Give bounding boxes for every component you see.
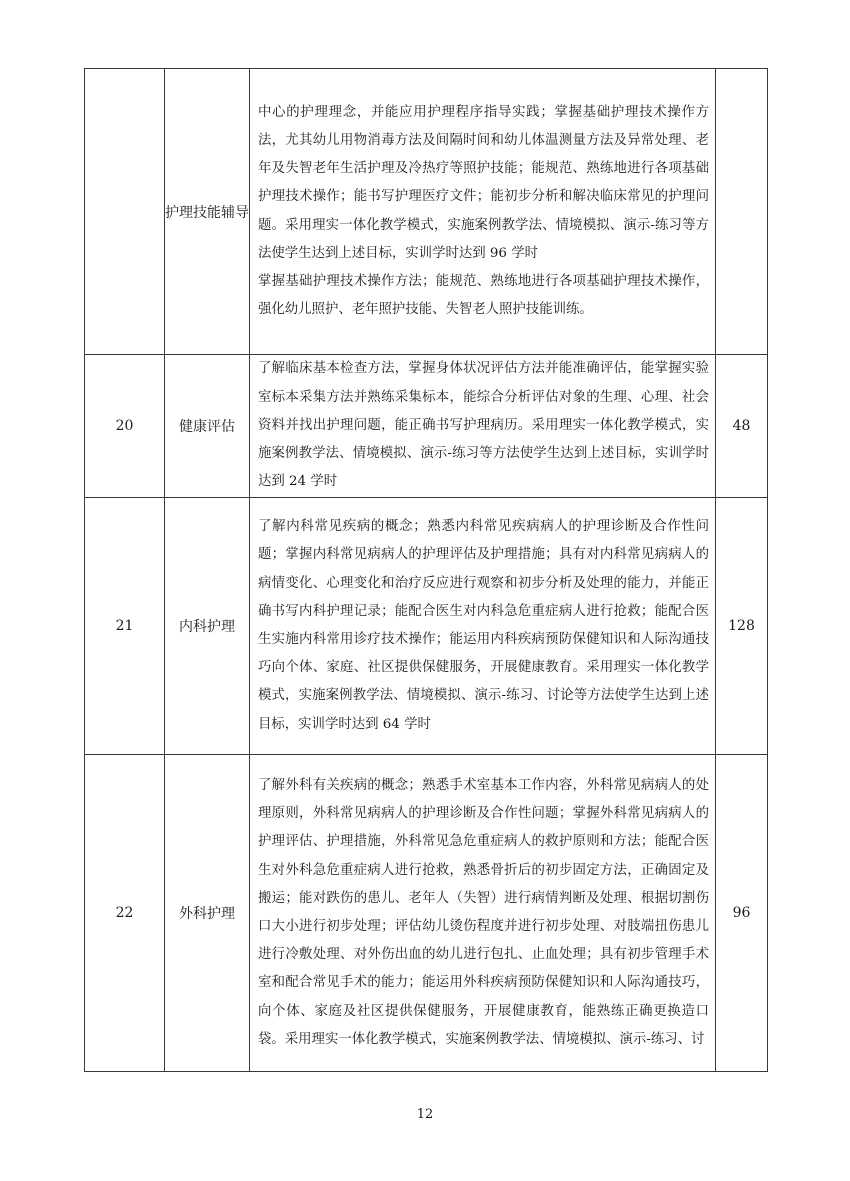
course-hours: 96 — [716, 755, 768, 1072]
course-hours — [716, 69, 768, 355]
table-row — [85, 355, 768, 498]
course-name: 外科护理 — [165, 755, 250, 1072]
description-paragraph: 掌握基础护理技术操作方法；能规范、熟练地进行各项基础护理技术操作，强化幼儿照护、老年照护技能、失智老人照护技能训练。 — [258, 273, 709, 318]
course-name: 健康评估 — [165, 355, 250, 498]
course-hours: 128 — [716, 498, 768, 755]
description-paragraph: 了解临床基本检查方法，掌握身体状况评估方法并能准确评估，能掌握实验室标本采集方法并熟练采集标本，能综合分析评估对象的生理、心理、社会资料并找出护理问题，能正确书写护理病历。采用理实一体化教学模式，实施案例教学法、情境模拟、演示-练习等方法使学生达到上述目标，实训学时达到 24 学时 — [258, 361, 709, 490]
course-name: 内科护理 — [165, 498, 250, 755]
course-number — [85, 69, 165, 355]
course-hours: 48 — [716, 355, 768, 498]
course-table — [84, 68, 768, 1072]
table-row — [85, 498, 768, 755]
course-description — [250, 755, 716, 1072]
course-description — [250, 498, 716, 755]
table-row — [85, 69, 768, 355]
description-paragraph: 中心的护理理念，并能应用护理程序指导实践；掌握基础护理技术操作方法，尤其幼儿用物消毒方法及间隔时间和幼儿体温测量方法及异常处理、老年及失智老年生活护理及冷热疗等照护技能；能规范、熟练地进行各项基础护理技术操作；能书写护理医疗文件；能初步分析和解决临床常见的护理问题。采用理实一体化教学模式，实施案例教学法、情境模拟、演示-练习等方法使学生达到上述目标，实训学时达到 96 学时 — [258, 104, 709, 261]
course-description — [250, 69, 716, 355]
course-number: 20 — [85, 355, 165, 498]
description-paragraph: 了解外科有关疾病的概念；熟悉手术室基本工作内容，外科常见病病人的处理原则，外科常见病病人的护理诊断及合作性问题；掌握外科常见病病人的护理评估、护理措施，外科常见急危重症病人的救护原则和方法；能配合医生对外科急危重症病人进行抢救，熟悉骨折后的初步固定方法，正确固定及搬运；能对跌伤的患儿、老年人（失智）进行病情判断及处理、根据切割伤口大小进行初步处理；评估幼儿烫伤程度并进行初步处理、对肢端扭伤患儿进行冷敷处理、对外伤出血的幼儿进行包扎、止血处理；具有初步管理手术室和配合常见手术的能力；能运用外科疾病预防保健知识和人际沟通技巧，向个体、家庭及社区提供保健服务，开展健康教育，能熟练正确更换造口袋。采用理实一体化教学模式，实施案例教学法、情境模拟、演示-练习、讨 — [258, 777, 709, 1047]
course-number: 22 — [85, 755, 165, 1072]
course-name: 护理技能辅导 — [165, 69, 250, 355]
course-number: 21 — [85, 498, 165, 755]
table-row — [85, 755, 768, 1072]
page-number: 12 — [416, 1107, 434, 1122]
description-paragraph: 了解内科常见疾病的概念；熟悉内科常见疾病病人的护理诊断及合作性问题；掌握内科常见病病人的护理评估及护理措施；具有对内科常见病病人的病情变化、心理变化和治疗反应进行观察和初步分析及处理的能力，并能正确书写内科护理记录；能配合医生对内科急危重症病人进行抢救；能配合医生实施内科常用诊疗技术操作；能运用内科疾病预防保健知识和人际沟通技巧向个体、家庭、社区提供保健服务，开展健康教育。采用理实一体化教学模式，实施案例教学法、情境模拟、演示-练习、讨论等方法使学生达到上述目标，实训学时达到 64 学时 — [258, 519, 709, 732]
course-description — [250, 355, 716, 498]
